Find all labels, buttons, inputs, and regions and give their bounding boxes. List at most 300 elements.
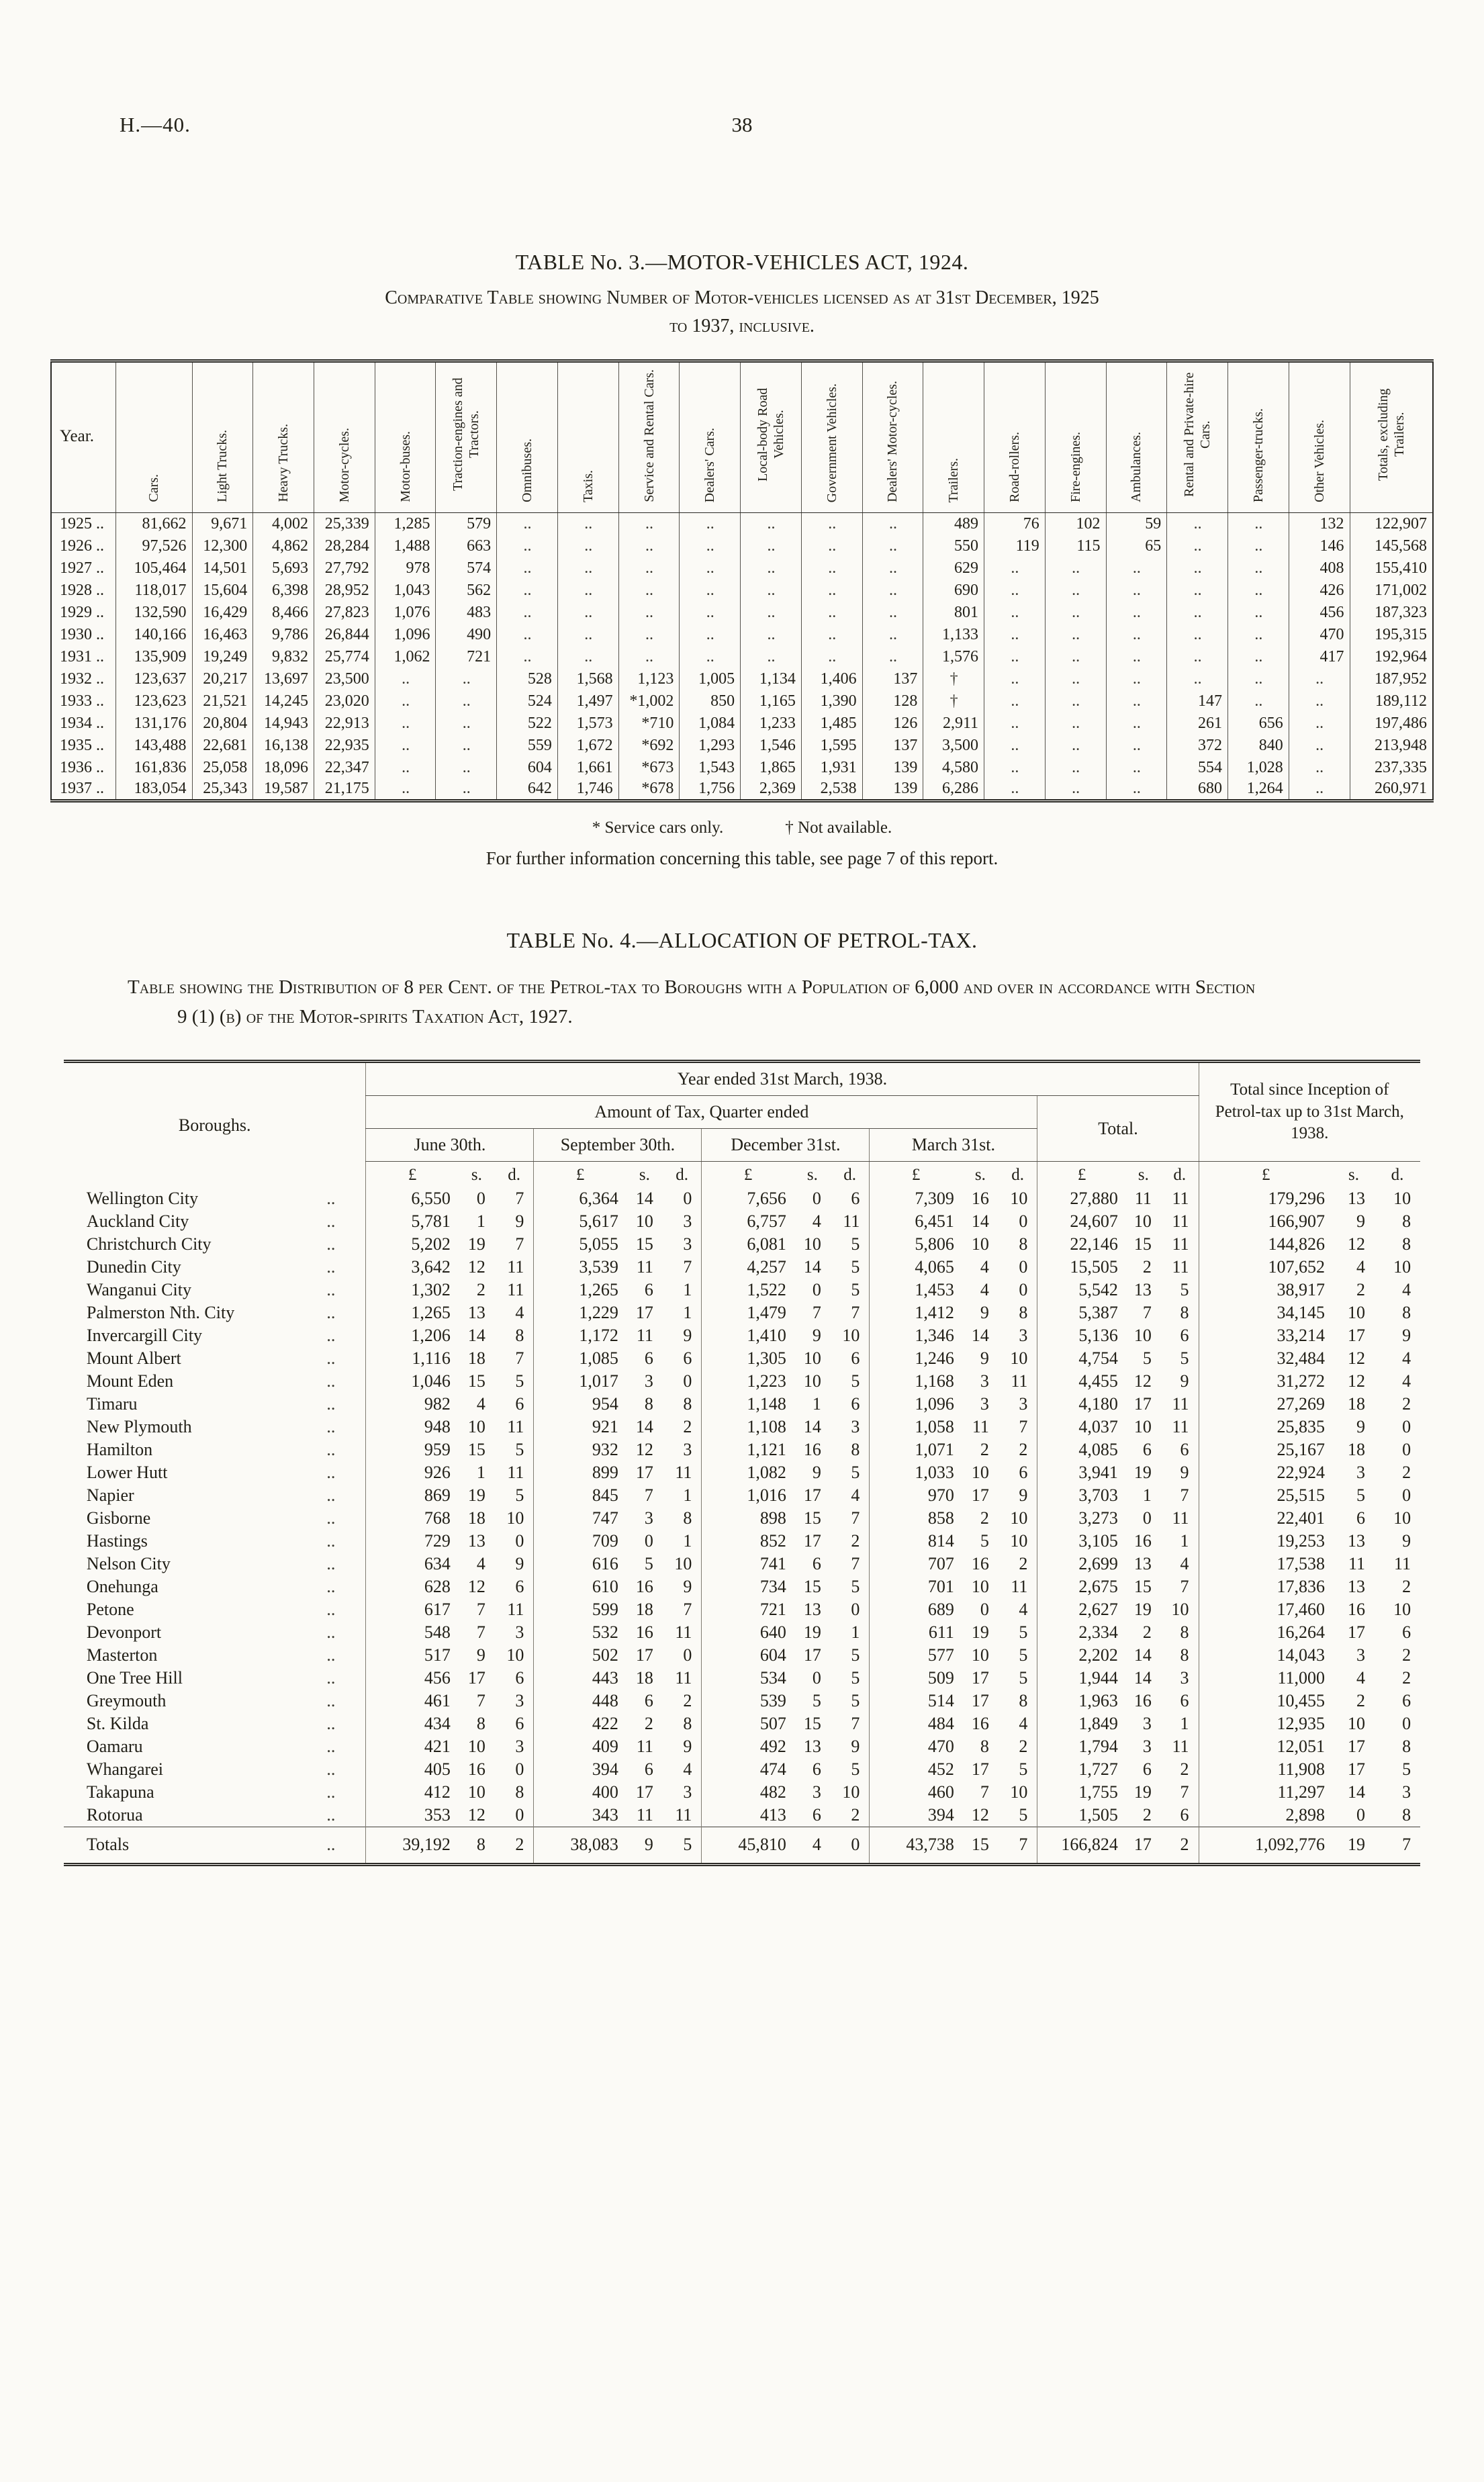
amount-cell: 10 — [635, 1211, 653, 1231]
amount-cell: 12,051 — [1199, 1735, 1333, 1758]
amount-cell: 18 — [1348, 1440, 1366, 1459]
amount-cell: 17 — [971, 1485, 989, 1505]
amount-cell: 0 — [683, 1189, 692, 1208]
borough-cell — [64, 1644, 366, 1667]
amount-cell: 10 — [971, 1234, 989, 1254]
borough-cell — [64, 1393, 366, 1416]
amount-cell: 2 — [1142, 1257, 1152, 1277]
value-cell: .. — [557, 580, 618, 602]
value-cell: .. — [1045, 779, 1106, 801]
amount-cell: 2 — [683, 1417, 692, 1436]
value-cell: .. — [862, 602, 923, 624]
borough-name: Napier — [86, 1485, 134, 1505]
amount-cell: 10 — [1393, 1189, 1411, 1208]
value-cell: 22,913 — [314, 713, 375, 735]
column-header-label: Passenger-trucks. — [1250, 408, 1266, 502]
unit-header: s. — [1348, 1166, 1360, 1184]
value-cell: .. — [497, 624, 558, 646]
leader-dots: .. — [326, 1234, 336, 1254]
amount-cell: 5 — [851, 1463, 860, 1482]
running-head — [0, 113, 1484, 137]
amount-cell: 179,296 — [1199, 1187, 1333, 1210]
value-cell: 6,286 — [923, 779, 984, 801]
table-row — [51, 690, 1433, 713]
unit-header: £ — [1199, 1162, 1333, 1188]
table-row — [64, 1279, 1420, 1301]
amount-cell: 3 — [683, 1440, 692, 1459]
borough-cell — [64, 1279, 366, 1301]
value-cell: .. — [1167, 624, 1228, 646]
amount-cell: 17 — [803, 1645, 821, 1665]
amount-cell: 14 — [803, 1257, 821, 1277]
amount-cell: 6 — [1356, 1508, 1366, 1528]
amount-cell: 0 — [980, 1600, 989, 1619]
value-cell: 76 — [984, 513, 1046, 535]
amount-cell: 17 — [1348, 1326, 1366, 1345]
amount-cell: 6 — [1402, 1691, 1411, 1710]
amount-cell: 19 — [467, 1485, 485, 1505]
amount-cell: 2,699 — [1037, 1553, 1126, 1575]
borough-cell — [64, 1210, 366, 1233]
borough-cell — [64, 1347, 366, 1370]
value-cell: 562 — [436, 580, 497, 602]
column-header — [1289, 361, 1350, 513]
value-cell: 4,862 — [253, 535, 314, 557]
borough-name: Oamaru — [86, 1737, 143, 1756]
amount-cell: 548 — [366, 1621, 459, 1644]
amount-cell: 17 — [803, 1531, 821, 1551]
column-header-label: Light Trucks. — [215, 430, 230, 502]
column-header — [862, 361, 923, 513]
amount-cell: 6 — [1180, 1691, 1189, 1710]
amount-cell: 0 — [1019, 1211, 1028, 1231]
unit-header: £ — [1037, 1162, 1126, 1188]
borough-cell — [64, 1370, 366, 1393]
table3-head — [51, 361, 1433, 513]
amount-cell: 539 — [702, 1690, 794, 1712]
year-cell: 1929 .. — [60, 603, 104, 621]
value-cell: .. — [680, 513, 741, 535]
value-cell: 1,576 — [923, 646, 984, 668]
leader-dots: .. — [326, 1554, 336, 1573]
amount-cell: 15 — [803, 1714, 821, 1733]
amount-cell: 6 — [515, 1714, 524, 1733]
amount-cell: 11 — [1172, 1189, 1189, 1208]
amount-cell: 7 — [1180, 1485, 1189, 1505]
amount-cell: 5 — [980, 1531, 989, 1551]
year-cell: 1934 .. — [60, 714, 104, 732]
value-cell: 146 — [1289, 535, 1350, 557]
value-cell: .. — [1045, 757, 1106, 779]
borough-name: Gisborne — [86, 1508, 151, 1528]
value-cell: .. — [436, 735, 497, 757]
column-header-label: Other Vehicles. — [1311, 420, 1327, 502]
amount-cell: 2,627 — [1037, 1598, 1126, 1621]
amount-cell: 2 — [1356, 1691, 1366, 1710]
amount-cell: 5,136 — [1037, 1324, 1126, 1347]
table4-header-row-1 — [64, 1062, 1420, 1096]
amount-cell: 932 — [534, 1438, 627, 1461]
amount-cell: 8 — [1402, 1303, 1411, 1322]
value-cell: 1,661 — [557, 757, 618, 779]
value-cell: 15,604 — [192, 580, 253, 602]
amount-cell: 0 — [812, 1668, 821, 1688]
value-cell: .. — [1106, 757, 1167, 779]
amount-cell: 3 — [515, 1622, 524, 1642]
amount-cell: 5 — [851, 1234, 860, 1254]
amount-cell: 616 — [534, 1553, 627, 1575]
amount-cell: 7 — [812, 1303, 821, 1322]
value-cell: .. — [741, 513, 802, 535]
amount-cell: 1,794 — [1037, 1735, 1126, 1758]
value-cell: .. — [1289, 690, 1350, 713]
leader-dots: .. — [326, 1691, 336, 1710]
amount-cell: 7 — [1180, 1577, 1189, 1596]
amount-cell: 0 — [812, 1189, 821, 1208]
amount-cell: 5 — [1180, 1348, 1189, 1368]
value-cell: 19,249 — [192, 646, 253, 668]
amount-cell: 11 — [1172, 1508, 1189, 1528]
unit-header: d. — [1011, 1166, 1025, 1184]
column-header — [557, 361, 618, 513]
amount-cell: 9 — [683, 1577, 692, 1596]
amount-cell: 6 — [851, 1348, 860, 1368]
amount-cell: 982 — [366, 1393, 459, 1416]
amount-cell: 1,522 — [702, 1279, 794, 1301]
amount-cell: 734 — [702, 1575, 794, 1598]
value-cell: 1,165 — [741, 690, 802, 713]
amount-cell: 14 — [467, 1326, 485, 1345]
amount-cell: 4 — [1019, 1714, 1028, 1733]
amount-cell: 1,755 — [1037, 1781, 1126, 1804]
amount-cell: 7 — [1019, 1417, 1028, 1436]
amount-cell: 15 — [635, 1234, 653, 1254]
totals-row — [64, 1827, 1420, 1864]
column-header — [741, 361, 802, 513]
amount-cell: 5 — [515, 1440, 524, 1459]
leader-dots: .. — [326, 1280, 336, 1299]
table-row — [64, 1575, 1420, 1598]
value-cell: 16,463 — [192, 624, 253, 646]
value-cell: .. — [984, 646, 1046, 668]
column-header — [192, 361, 253, 513]
unit-header: £ — [366, 1162, 459, 1188]
amount-cell: 0 — [515, 1759, 524, 1779]
value-cell: .. — [1106, 668, 1167, 690]
value-cell: 1,062 — [375, 646, 436, 668]
amount-cell: 470 — [870, 1735, 962, 1758]
borough-cell — [64, 1804, 366, 1827]
value-cell: 1,546 — [741, 735, 802, 757]
amount-cell: 11 — [507, 1257, 524, 1277]
table-row — [51, 535, 1433, 557]
amount-cell: 1,246 — [870, 1347, 962, 1370]
amount-cell: 15 — [1133, 1234, 1152, 1254]
amount-cell: 3 — [980, 1394, 989, 1414]
amount-cell: 4 — [812, 1211, 821, 1231]
amount-cell: 7 — [1142, 1303, 1152, 1322]
amount-cell: 5 — [1019, 1622, 1028, 1642]
amount-cell: 394 — [534, 1758, 627, 1781]
amount-cell: 11 — [1011, 1577, 1028, 1596]
amount-cell: 10 — [1171, 1600, 1189, 1619]
borough-name: Totals — [86, 1835, 130, 1854]
value-cell: 1,568 — [557, 668, 618, 690]
amount-cell: 10 — [1348, 1714, 1366, 1733]
value-cell: *673 — [618, 757, 680, 779]
amount-cell: 11 — [972, 1417, 989, 1436]
value-cell: .. — [984, 779, 1046, 801]
value-cell: 1,497 — [557, 690, 618, 713]
column-header — [375, 361, 436, 513]
value-cell: 559 — [497, 735, 558, 757]
amount-cell: 1,265 — [534, 1279, 627, 1301]
amount-cell: 9 — [1402, 1326, 1411, 1345]
amount-cell: 18 — [467, 1348, 485, 1368]
amount-cell: 15 — [1133, 1577, 1152, 1596]
value-cell: .. — [1227, 513, 1289, 535]
table-row — [64, 1233, 1420, 1256]
table-row — [51, 646, 1433, 668]
leader-dots: .. — [326, 1835, 336, 1854]
amount-cell: 17 — [1348, 1622, 1366, 1642]
value-cell: 261 — [1167, 713, 1228, 735]
amount-cell: 11 — [636, 1804, 653, 1825]
value-cell: 26,844 — [314, 624, 375, 646]
value-cell: .. — [497, 646, 558, 668]
amount-cell: 11 — [1172, 1211, 1189, 1231]
amount-cell: 13 — [1133, 1554, 1152, 1573]
amount-cell: 814 — [870, 1530, 962, 1553]
amount-cell: 1 — [851, 1622, 860, 1642]
column-header-label: Trailers. — [946, 457, 962, 502]
amount-cell: 14 — [1133, 1668, 1152, 1688]
amount-cell: 7 — [1375, 1827, 1420, 1864]
column-header-label: Road-rollers. — [1007, 432, 1022, 502]
value-cell: 143,488 — [115, 735, 192, 757]
table-row — [51, 713, 1433, 735]
amount-cell: 6 — [1180, 1804, 1189, 1825]
value-cell: 1,488 — [375, 535, 436, 557]
amount-cell: 1,085 — [534, 1347, 627, 1370]
amount-cell: 4,180 — [1037, 1393, 1126, 1416]
amount-cell: 0 — [1019, 1257, 1028, 1277]
amount-cell: 7 — [980, 1782, 989, 1802]
value-cell: .. — [680, 624, 741, 646]
value-cell: 1,233 — [741, 713, 802, 735]
year-cell: 1936 .. — [60, 758, 104, 776]
amount-cell: 17 — [971, 1759, 989, 1779]
amount-cell: 2 — [1402, 1577, 1411, 1596]
value-cell: 489 — [923, 513, 984, 535]
amount-cell: 9 — [980, 1303, 989, 1322]
amount-cell: 7 — [683, 1257, 692, 1277]
value-cell: 1,931 — [801, 757, 862, 779]
table3-subtitle — [0, 284, 1484, 340]
amount-cell: 6 — [812, 1759, 821, 1779]
value-cell: 187,323 — [1350, 602, 1433, 624]
amount-cell: 10 — [971, 1577, 989, 1596]
amount-cell: 6 — [683, 1348, 692, 1368]
column-header-label: Motor-buses. — [398, 431, 413, 502]
amount-cell: 0 — [1019, 1280, 1028, 1299]
leader-dots: .. — [326, 1303, 336, 1322]
amount-cell: 17,836 — [1199, 1575, 1333, 1598]
borough-name: Petone — [86, 1600, 134, 1619]
value-cell: .. — [1045, 735, 1106, 757]
amount-cell: 11 — [1172, 1737, 1189, 1756]
borough-name: Takapuna — [86, 1782, 154, 1802]
value-cell: .. — [801, 646, 862, 668]
amount-cell: 1,963 — [1037, 1690, 1126, 1712]
amount-cell: 2 — [1019, 1737, 1028, 1756]
value-cell: .. — [1106, 624, 1167, 646]
amount-cell: 1,302 — [366, 1279, 459, 1301]
amount-cell: 0 — [1402, 1714, 1411, 1733]
value-cell: 139 — [862, 779, 923, 801]
amount-cell: 107,652 — [1199, 1256, 1333, 1279]
amount-cell: 852 — [702, 1530, 794, 1553]
column-header-label: Cars. — [146, 474, 161, 502]
amount-cell: 1 — [683, 1531, 692, 1551]
amount-cell: 4,455 — [1037, 1370, 1126, 1393]
value-cell: .. — [741, 580, 802, 602]
value-cell: 65 — [1106, 535, 1167, 557]
value-cell: 105,464 — [115, 557, 192, 580]
amount-cell: 4 — [683, 1759, 692, 1779]
amount-cell: 11 — [507, 1600, 524, 1619]
year-cell: 1932 .. — [60, 670, 104, 688]
value-cell: .. — [741, 535, 802, 557]
value-cell: .. — [557, 513, 618, 535]
amount-cell: 11 — [675, 1804, 692, 1825]
amount-cell: 452 — [870, 1758, 962, 1781]
amount-cell: 8 — [683, 1394, 692, 1414]
value-cell: 408 — [1289, 557, 1350, 580]
value-cell: 1,543 — [680, 757, 741, 779]
value-cell: 9,671 — [192, 513, 253, 535]
table4-totals-body — [64, 1827, 1420, 1864]
table-row — [64, 1712, 1420, 1735]
amount-cell: 14 — [1133, 1645, 1152, 1665]
column-header-label: Fire-engines. — [1068, 432, 1083, 502]
value-cell: 183,054 — [115, 779, 192, 801]
value-cell: .. — [862, 646, 923, 668]
column-header — [1167, 361, 1228, 513]
amount-cell: 13 — [1348, 1531, 1366, 1551]
value-cell: 16,138 — [253, 735, 314, 757]
value-cell: 115 — [1045, 535, 1106, 557]
amount-cell: 7,656 — [702, 1187, 794, 1210]
amount-cell: 32,484 — [1199, 1347, 1333, 1370]
borough-name: One Tree Hill — [86, 1668, 183, 1688]
amount-cell: 405 — [366, 1758, 459, 1781]
borough-cell — [64, 1712, 366, 1735]
amount-cell: 7,309 — [870, 1187, 962, 1210]
value-cell: 22,347 — [314, 757, 375, 779]
amount-cell: 611 — [870, 1621, 962, 1644]
amount-cell: 11 — [1172, 1257, 1189, 1277]
amount-cell: 8 — [683, 1508, 692, 1528]
value-cell: *710 — [618, 713, 680, 735]
amount-cell: 8 — [476, 1714, 485, 1733]
amount-cell: 2,202 — [1037, 1644, 1126, 1667]
leader-dots: .. — [326, 1440, 336, 1459]
value-cell: .. — [618, 602, 680, 624]
value-cell: 139 — [862, 757, 923, 779]
value-cell: 14,501 — [192, 557, 253, 580]
value-cell: .. — [801, 580, 862, 602]
borough-name: Devonport — [86, 1622, 162, 1642]
value-cell: 213,948 — [1350, 735, 1433, 757]
amount-cell: 1,505 — [1037, 1804, 1126, 1827]
unit-header: d. — [843, 1166, 857, 1184]
amount-cell: 517 — [366, 1644, 459, 1667]
amount-cell: 1,305 — [702, 1347, 794, 1370]
amount-cell: 7 — [476, 1600, 485, 1619]
value-cell: 1,285 — [375, 513, 436, 535]
column-header — [680, 361, 741, 513]
amount-cell: 166,907 — [1199, 1210, 1333, 1233]
amount-cell: 18 — [635, 1668, 653, 1688]
table-row — [64, 1598, 1420, 1621]
amount-cell: 10 — [1393, 1257, 1411, 1277]
amount-cell: 10 — [803, 1348, 821, 1368]
value-cell: 1,096 — [375, 624, 436, 646]
year-cell: 1933 .. — [60, 692, 104, 710]
amount-cell: 461 — [366, 1690, 459, 1712]
amount-cell: 3 — [644, 1508, 653, 1528]
leader-dots: .. — [326, 1485, 336, 1505]
amount-cell: 509 — [870, 1667, 962, 1690]
amount-cell: 3 — [980, 1371, 989, 1391]
amount-cell: 898 — [702, 1507, 794, 1530]
amount-cell: 17 — [1133, 1394, 1152, 1414]
table4-head — [64, 1062, 1420, 1188]
leader-dots: .. — [326, 1211, 336, 1231]
amount-cell: 0 — [1142, 1508, 1152, 1528]
amount-cell: 2 — [1142, 1804, 1152, 1825]
amount-cell: 12,935 — [1199, 1712, 1333, 1735]
amount-cell: 1,082 — [702, 1461, 794, 1484]
leader-dots: .. — [326, 1371, 336, 1391]
column-header — [1045, 361, 1106, 513]
borough-cell — [64, 1598, 366, 1621]
amount-cell: 2,898 — [1199, 1804, 1333, 1827]
borough-cell — [64, 1621, 366, 1644]
leader-dots: .. — [326, 1668, 336, 1688]
amount-cell: 15 — [467, 1371, 485, 1391]
amount-cell: 858 — [870, 1507, 962, 1530]
value-cell: 135,909 — [115, 646, 192, 668]
amount-cell: 474 — [702, 1758, 794, 1781]
value-cell: 137 — [862, 735, 923, 757]
amount-cell: 14,043 — [1199, 1644, 1333, 1667]
amount-cell: 1 — [1180, 1531, 1189, 1551]
borough-name: Greymouth — [86, 1691, 167, 1710]
amount-cell: 5 — [515, 1485, 524, 1505]
amount-cell: 7 — [644, 1485, 653, 1505]
value-cell: 260,971 — [1350, 779, 1433, 801]
amount-cell: 2 — [644, 1714, 653, 1733]
amount-cell: 10 — [803, 1371, 821, 1391]
borough-name: Wellington City — [86, 1189, 199, 1208]
table-row — [64, 1553, 1420, 1575]
amount-cell: 14 — [803, 1417, 821, 1436]
amount-cell: 8 — [683, 1714, 692, 1733]
table-row — [64, 1804, 1420, 1827]
amount-cell: 13 — [803, 1600, 821, 1619]
